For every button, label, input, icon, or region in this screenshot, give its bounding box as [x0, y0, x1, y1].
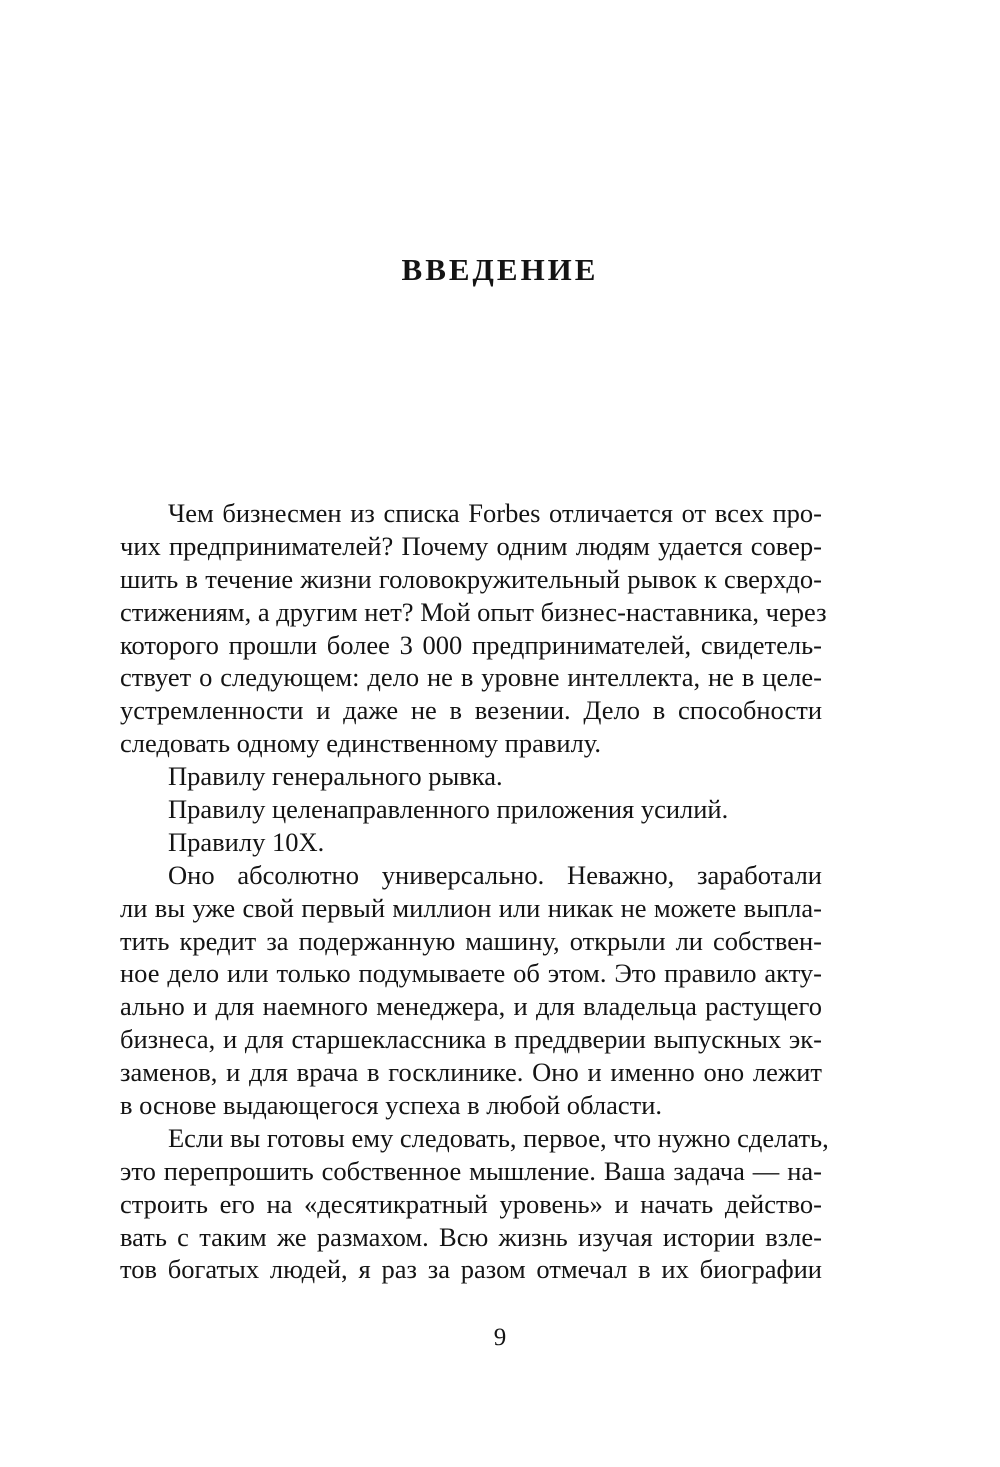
text-line: вать с таким же размахом. Всю жизнь изучая истории взле-	[120, 1221, 822, 1252]
text-line: тить кредит за подержанную машину, открыли ли собствен-	[120, 925, 822, 956]
text-line: ально и для наемного менеджера, и для владельца растущего	[120, 991, 822, 1022]
text-line: в основе выдающегося успеха в любой области.	[120, 1090, 663, 1121]
text-line: устремленности и даже не в везении. Дело в способности	[120, 695, 822, 726]
text-line: Правилу целенаправленного приложения усилий.	[168, 794, 729, 825]
text-line: Чем бизнесмен из списка Forbes отличается от всех про-	[168, 498, 822, 528]
text-line: Правилу 10X.	[168, 826, 325, 857]
text-line: бизнеса, и для старшеклассника в преддверии выпускных эк-	[120, 1024, 822, 1055]
text-line: строить его на «десятикратный уровень» и начать действо-	[120, 1188, 822, 1219]
text-line: чих предпринимателей? Почему одним людям удается совер-	[120, 530, 822, 561]
text-line: Если вы готовы ему следовать, первое, что нужно сделать,	[168, 1122, 829, 1153]
text-line: ное дело или только подумываете об этом. Это правило акту-	[120, 958, 822, 989]
text-line: ли вы уже свой первый миллион или никак не можете выпла-	[120, 892, 822, 923]
text-line: заменов, и для врача в госклинике. Оно и именно оно лежит	[120, 1057, 822, 1088]
text-line: шить в течение жизни головокружительный рывок к сверхдо-	[120, 563, 822, 594]
text-line: Оно абсолютно универсально. Неважно, заработали	[168, 859, 822, 890]
text-line: тов богатых людей, я раз за разом отмечал в их биографии	[120, 1254, 822, 1285]
body-text	[120, 497, 829, 1286]
text-line: ствует о следующем: дело не в уровне интеллекта, не в целе-	[120, 662, 822, 693]
text-line: Правилу генерального рывка.	[168, 761, 503, 792]
chapter-title: ВВЕДЕНИЕ	[401, 252, 599, 287]
text-line: это перепрошить собственное мышление. Ваша задача — на-	[120, 1155, 822, 1186]
page-number: 9	[493, 1324, 507, 1351]
text-line: которого прошли более 3 000 предпринимателей, свидетель-	[120, 629, 822, 660]
text-line: следовать одному единственному правилу.	[120, 728, 602, 759]
text-line: стижениям, а другим нет? Мой опыт бизнес-наставника, через	[120, 596, 827, 627]
